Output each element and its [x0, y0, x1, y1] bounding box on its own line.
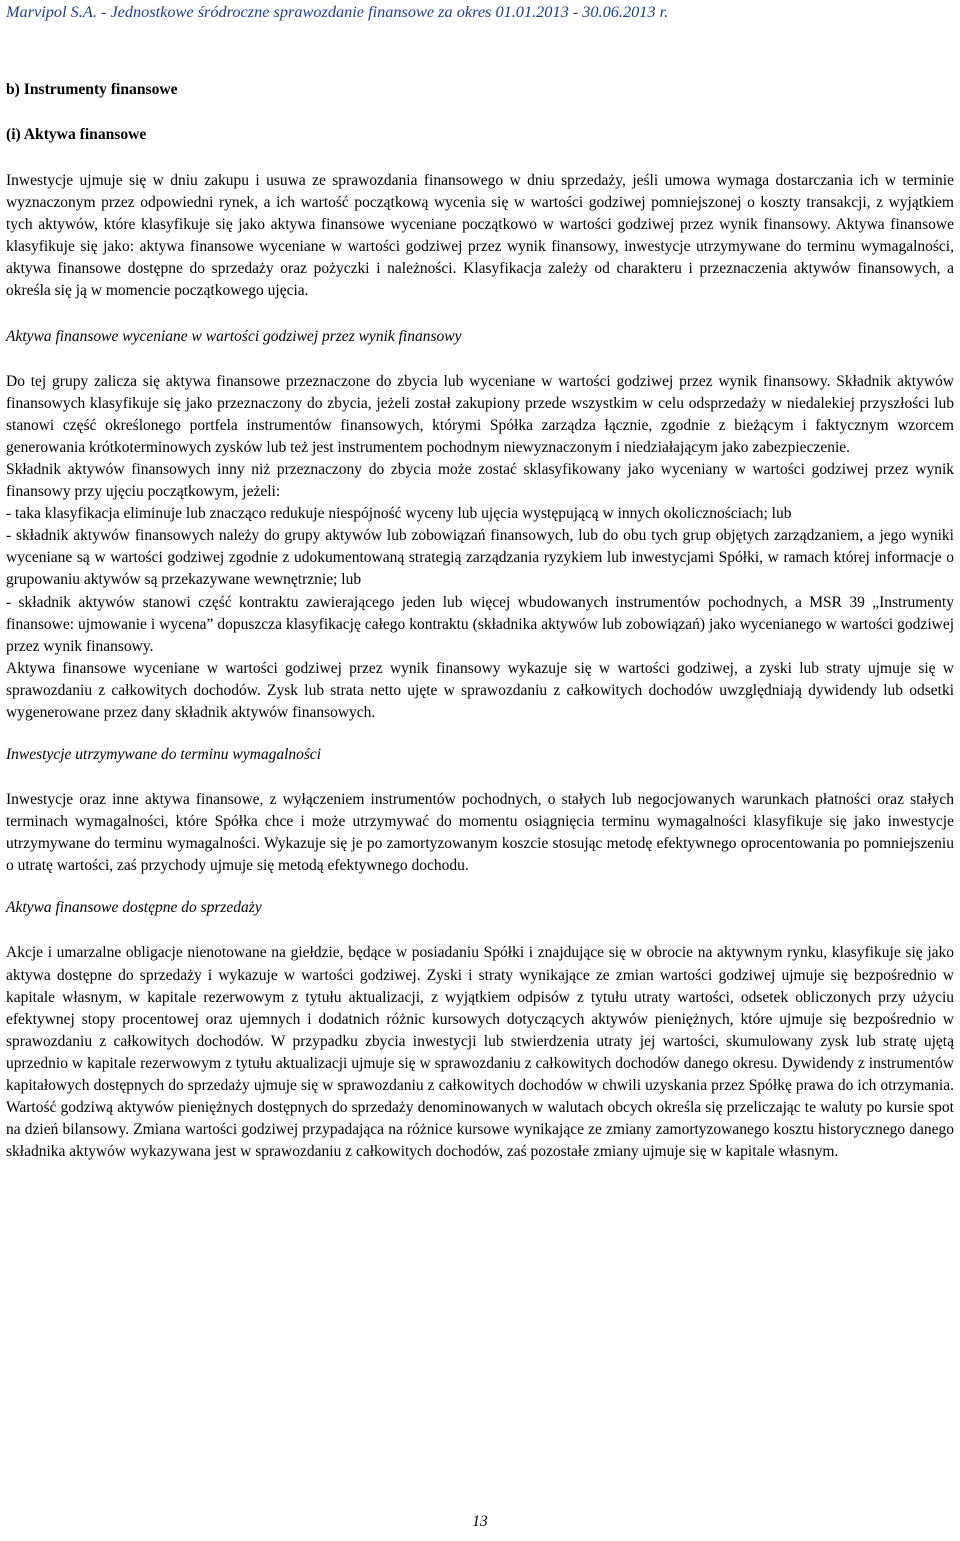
fvtpl-list-item: - taka klasyfikacja eliminuje lub znacząco redukuje niespójność wyceny lub ujęcia występującą w innych okolicznościach; lub — [6, 505, 792, 523]
htm-title: Inwestycje utrzymywane do terminu wymagalności — [6, 746, 322, 764]
fvtpl-paragraph: Składnik aktywów finansowych inny niż przeznaczony do zbycia może zostać sklasyfikowany jako wyceniany w wartości godziwej przez wynik finansowy przy ujęciu początkowym, jeżeli: — [6, 460, 954, 501]
htm-paragraph: Inwestycje oraz inne aktywa finansowe, z wyłączeniem instrumentów pochodnych, o stałych lub negocjowanych warunkach płatności oraz stałych terminach wymagalności, które Spółka chce i może utrzymywać do momentu osiągnięcia terminu wymagalności klasyfikuje się jako inwestycje utrzymywane do terminu wymagalności. Wykazuje się je po zamortyzowanym koszcie stosując metodę efektywnego oprocentowania po pomniejszeniu o utratę wartości, zaś przychody ujmuje się metodą efektywnego dochodu. — [6, 791, 954, 875]
running-header: Marvipol S.A. - Jednostkowe śródroczne sprawozdanie finansowe za okres 01.01.2013 - 30.06.2013 r. — [6, 2, 669, 21]
afs-paragraph: Akcje i umarzalne obligacje nienotowane na giełdzie, będące w posiadaniu Spółki i znajdujące się w obrocie na aktywnym rynku, klasyfikuje się jako aktywa dostępne do sprzedaży i wykazuje w wartości godziwej. Zyski i straty wynikające ze zmian wartości godziwej ujmuje się bezpośrednio w kapitale własnym, w kapitale rezerwowym z tytułu aktualizacji, z wyjątkiem odpisów z tytułu utraty wartości, odsetek obliczonych przy użyciu efektywnej stopy procentowej oraz ujemnych i dodatnich różnic kursowych dotyczących aktywów pieniężnych, które ujmuje się bezpośrednio w sprawozdaniu z całkowitych dochodów. W przypadku zbycia inwestycji lub stwierdzenia utraty jej wartości, skumulowany zysk lub stratę ujętą uprzednio w kapitale rezerwowym z tytułu aktualizacji ujmuje się w sprawozdaniu z całkowitych dochodów danego okresu. Dywidendy z instrumentów kapitałowych dostępnych do sprzedaży ujmuje się w sprawozdaniu z całkowitych dochodów w chwili uzyskania przez Spółkę prawa do ich otrzymania. Wartość godziwą aktywów pieniężnych dostępnych do sprzedaży denominowanych w walutach obcych określa się przeliczając te waluty po kursie spot na dzień bilansowy. Zmiana wartości godziwej przypadająca na różnice kursowe wynikające ze zmiany zamortyzowanego kosztu historycznego danego składnika aktywów wykazywana jest w sprawozdaniu z całkowitych dochodów, zaś pozostałe zmiany ujmuje się w kapitale własnym. — [6, 944, 954, 1161]
fvtpl-paragraph: Aktywa finansowe wyceniane w wartości godziwej przez wynik finansowy wykazuje się w wartości godziwej, a zyski lub straty ujmuje się w sprawozdaniu z całkowitych dochodów. Zysk lub strata netto ujęte w sprawozdaniu z całkowitych dochodów uwzględniają dywidendy lub odsetki wygenerowane przez dany składnik aktywów finansowych. — [6, 659, 954, 721]
intro-paragraph: Inwestycje ujmuje się w dniu zakupu i usuwa ze sprawozdania finansowego w dniu sprzedaży, jeśli umowa wymaga dostarczania ich w terminie wyznaczonym przez odpowiedni rynek, a ich wartość początkową wycenia się w wartości godziwej pomniejszonej o koszty transakcji, z wyjątkiem tych aktywów, które klasyfikuje się jako aktywa finansowe wyceniane początkowo w wartości godziwej przez wynik finansowy. Aktywa finansowe klasyfikuje się jako: aktywa finansowe wyceniane w wartości godziwej przez wynik finansowy, inwestycje utrzymywane do terminu wymagalności, aktywa finansowe dostępne do sprzedaży oraz pożyczki i należności. Klasyfikacja zależy od charakteru i przeznaczenia aktywów finansowych, a określa się ją w momencie początkowego ujęcia. — [6, 172, 954, 300]
section-heading: b) Instrumenty finansowe — [6, 81, 178, 98]
subsection-heading: (i) Aktywa finansowe — [6, 126, 147, 143]
page-content — [6, 80, 954, 1163]
afs-title: Aktywa finansowe dostępne do sprzedaży — [6, 899, 262, 917]
fvtpl-paragraph: Do tej grupy zalicza się aktywa finansowe przeznaczone do zbycia lub wyceniane w wartości godziwej przez wynik finansowy. Składnik aktywów finansowych klasyfikuje się jako przeznaczony do zbycia, jeżeli został zakupiony przede wszystkim w celu odsprzedaży w niedalekiej przyszłości lub stanowi część określonego portfela instrumentów finansowych, którymi Spółka zarządza łącznie, zgodnie z bieżącym i faktycznym wzorcem generowania krótkoterminowych zysków lub też jest instrumentem pochodnym niewyznaczonym i niedziałającym jako zabezpieczenie. — [6, 372, 954, 456]
fvtpl-list-item: - składnik aktywów stanowi część kontraktu zawierającego jeden lub więcej wbudowanych instrumentów pochodnych, a MSR 39 „Instrumenty finansowe: ujmowanie i wycena” dopuszcza klasyfikację całego kontraktu (składnika aktywów lub zobowiązań) jako wycenianego w wartości godziwej przez wynik finansowy. — [6, 593, 954, 655]
fvtpl-title: Aktywa finansowe wyceniane w wartości godziwej przez wynik finansowy — [6, 327, 462, 345]
page-number: 13 — [472, 1513, 488, 1530]
fvtpl-list-item: - składnik aktywów finansowych należy do grupy aktywów lub zobowiązań finansowych, lub do obu tych grup objętych zarządzaniem, a jego wyniki wyceniane są w wartości godziwej zgodnie z udokumentowaną strategią zarządzania ryzykiem lub inwestycjami Spółki, w ramach której informacje o grupowaniu aktywów są przekazywane wewnętrznie; lub — [6, 527, 954, 589]
